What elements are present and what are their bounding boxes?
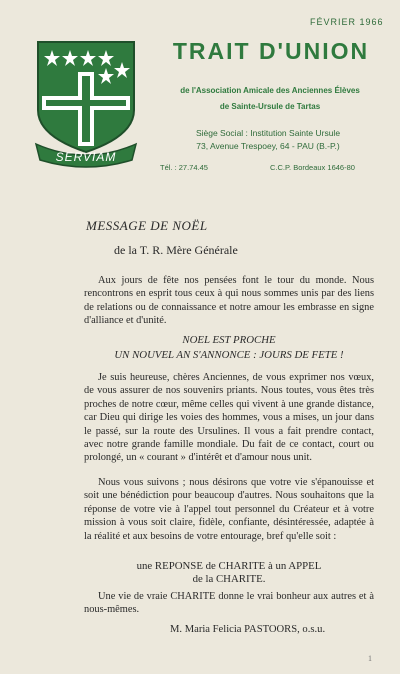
address-line-2: 73, Avenue Trespoey, 64 - PAU (B.-P.) bbox=[196, 141, 340, 151]
address-line-1: Siège Social : Institution Sainte Ursule bbox=[195, 128, 341, 138]
message-from: de la T. R. Mère Générale bbox=[114, 243, 238, 257]
issue-date: FÉVRIER 1966 bbox=[310, 17, 384, 27]
association-place: de Sainte-Ursule de Tartas bbox=[219, 102, 321, 111]
crest-motto: SERVIAM bbox=[55, 150, 117, 164]
paragraph-1: Aux jours de fête nos pensées font le tour du monde. Nous rencontrons en esprit tous ceux à qui nous sommes unis par des liens de relations ou de connaissance et notre amour les embrasse en signe d'alliance et d'unité. bbox=[84, 275, 374, 327]
newsletter-title: TRAIT D'UNION bbox=[172, 38, 370, 64]
charity-line-2: de la CHARITE. bbox=[192, 573, 266, 585]
page-number: 1 bbox=[368, 654, 372, 663]
postal-account: C.C.P. Bordeaux 1646-80 bbox=[270, 163, 355, 172]
message-title: MESSAGE DE NOËL bbox=[86, 218, 208, 233]
crest-logo bbox=[34, 40, 138, 168]
paragraph-3: Nous vous suivons ; nous désirons que votre vie s'épanouisse et soit une bénédiction pour beaucoup d'autres. Nous souhaitons que la réponse de votre vie à l'appel tout personnel du Créateur et à votre mission à vous soit claire, fidèle, confiante, désintéressée, adaptée à la réalité et aux besoins de votre entourage, bref qu'elle soit : bbox=[84, 477, 374, 542]
signature: M. Maria Felicia PASTOORS, o.s.u. bbox=[170, 624, 326, 635]
heading-noel: NOEL EST PROCHE bbox=[182, 334, 276, 346]
association-name: de l'Association Amicale des Anciennes Élèves bbox=[180, 86, 360, 95]
charity-line-1: une REPONSE de CHARITE à un APPEL bbox=[136, 560, 322, 572]
telephone: Tél. : 27.74.45 bbox=[160, 163, 208, 172]
paragraph-2: Je suis heureuse, chères Anciennes, de vous exprimer nos vœux, de vous assurer de nos souvenirs priants. Nous toutes, vous êtes très proches de notre cœur, même celles qui vivent à une grande distance, car Dieu qui dirige les voies des hommes, vous a mises, un jour dans le passé, sur la route des Ursulines. Il vous a fait prendre contact, avec notre grande famille mondiale. Du fait de ce contact, court ou prolongé, un « courant » d'intérêt et d'amour nous unit. bbox=[84, 372, 374, 464]
heading-nouvel-an: UN NOUVEL AN S'ANNONCE : JOURS DE FETE ! bbox=[114, 349, 344, 361]
paragraph-4: Une vie de vraie CHARITE donne le vrai bonheur aux autres et à nous-mêmes. bbox=[84, 591, 374, 616]
